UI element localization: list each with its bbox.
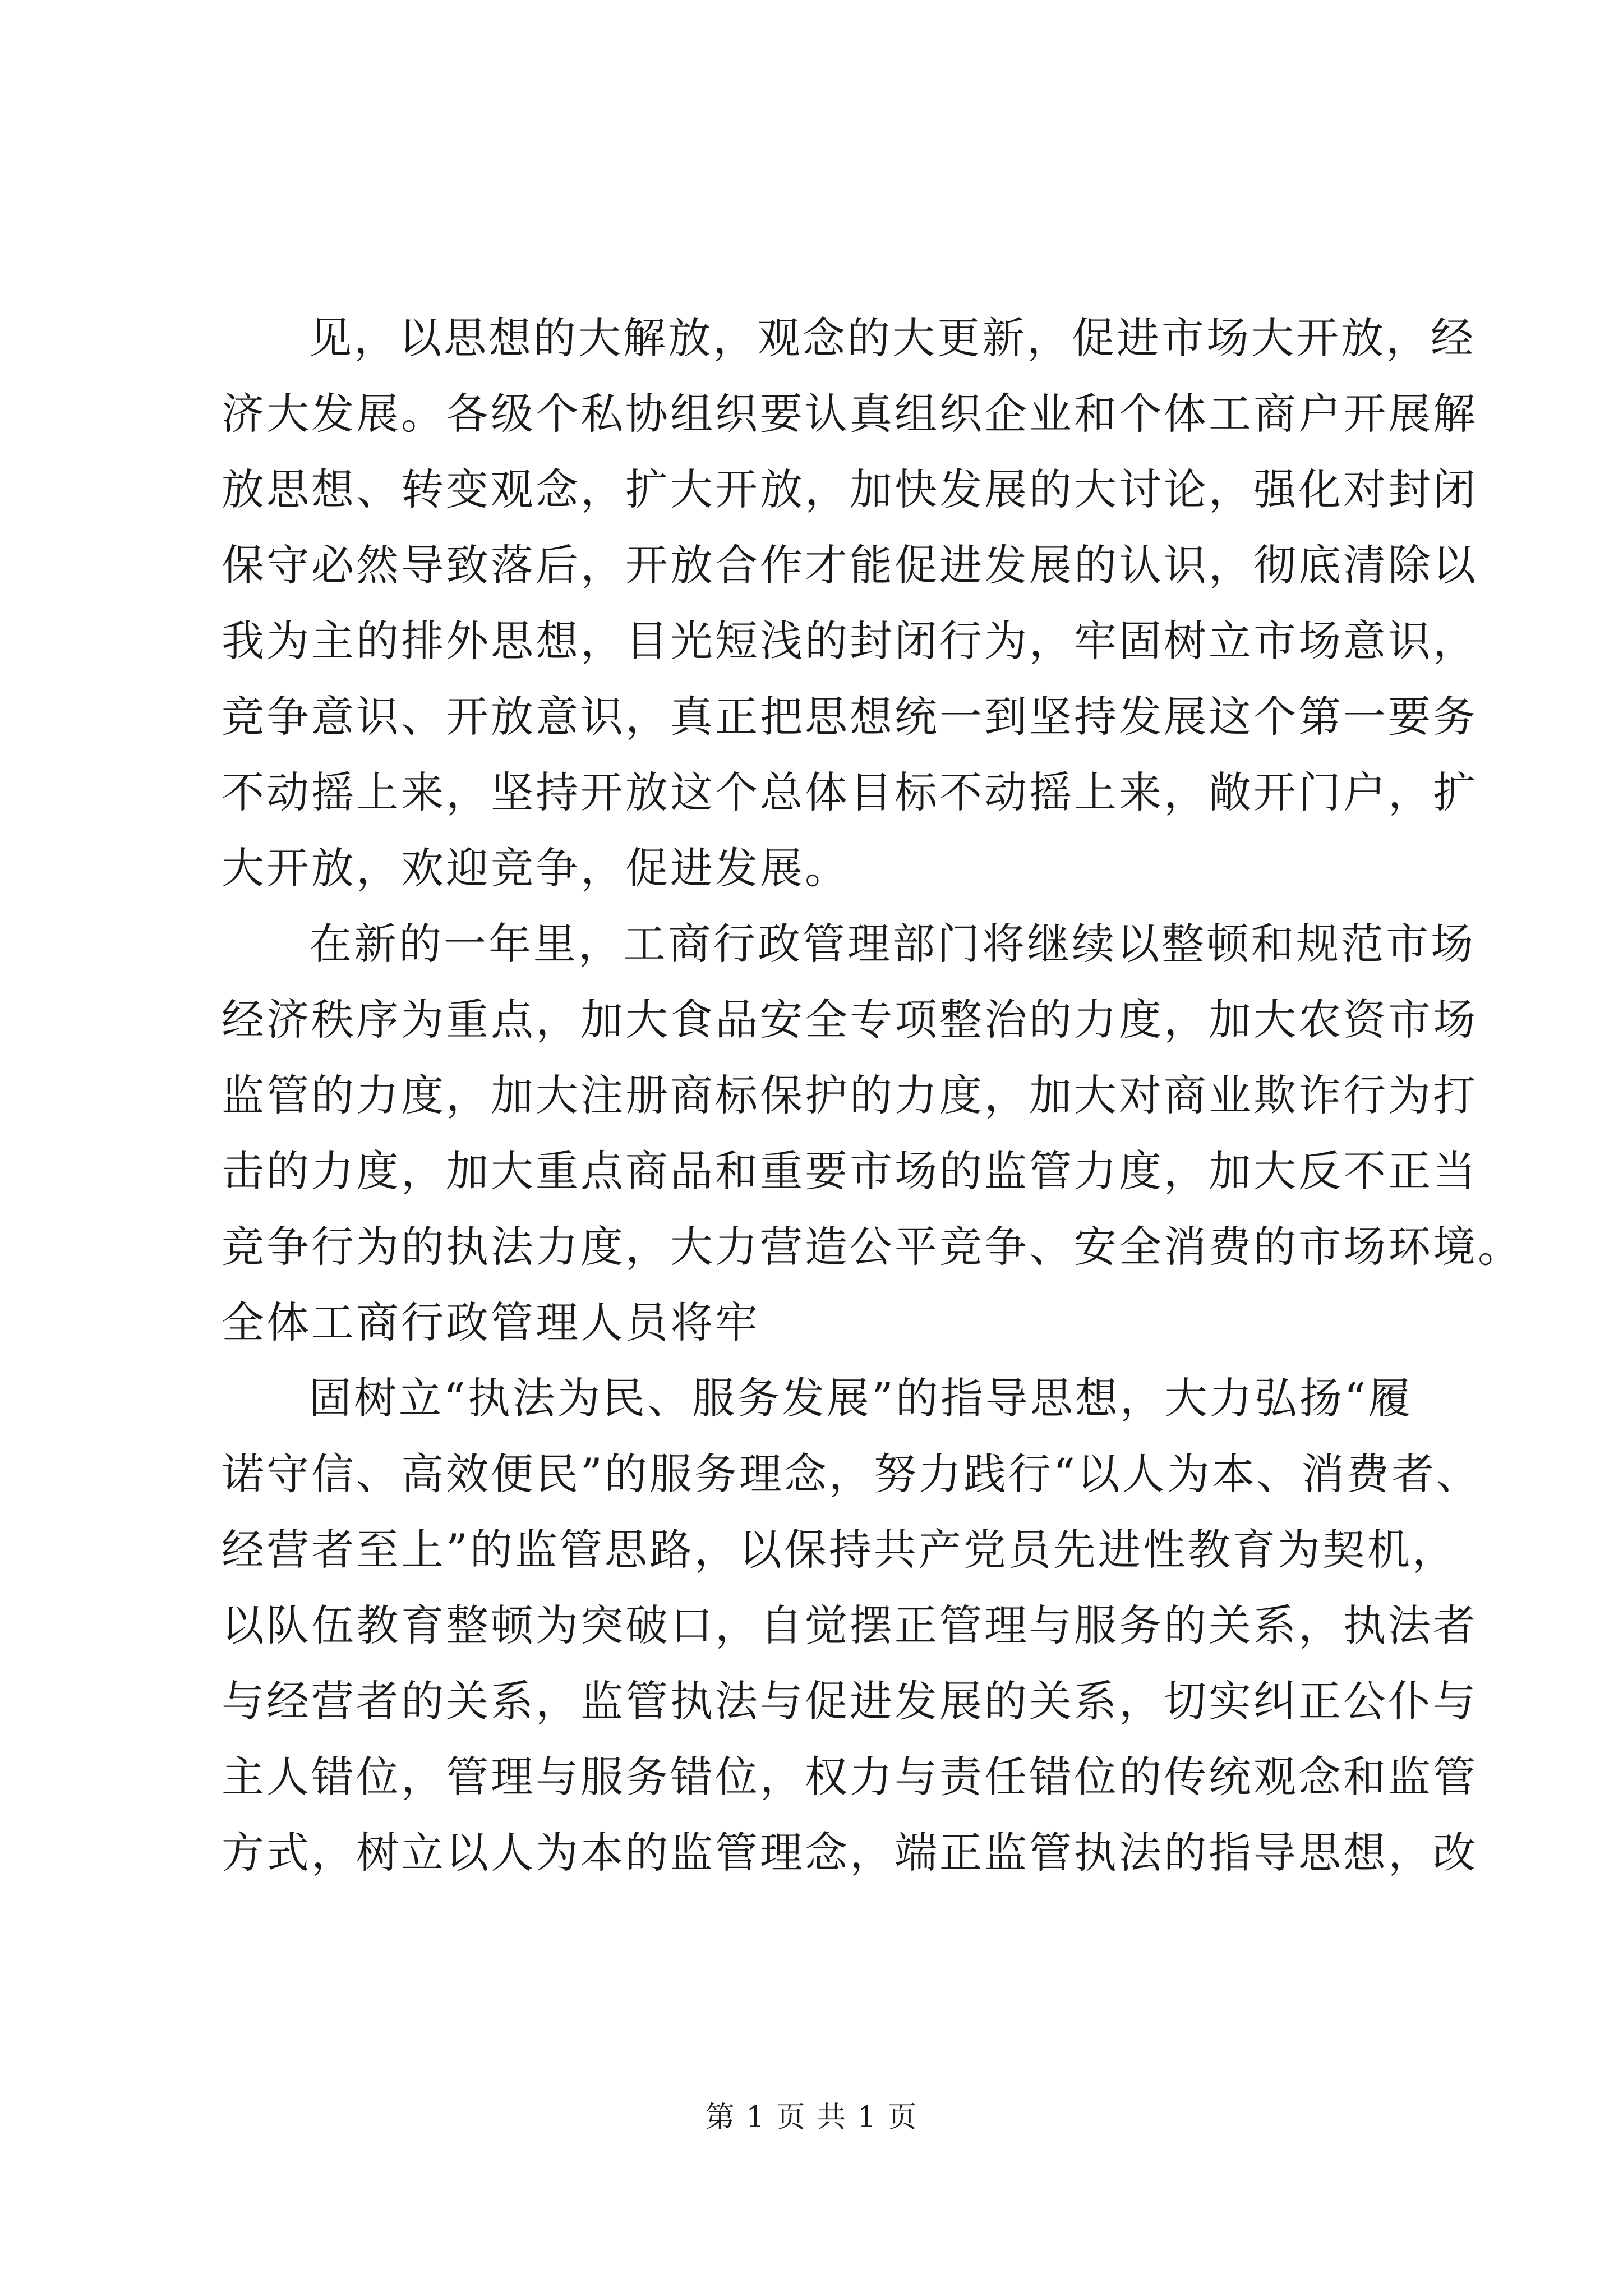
- text-line: 监管的力度，加大注册商标保护的力度，加大对商业欺诈行为打: [222, 1070, 1478, 1120]
- text-line: 全体工商行政管理人员将牢: [222, 1297, 760, 1347]
- text-line: 竞争意识、开放意识，真正把思想统一到坚持发展这个第一要务: [222, 692, 1478, 742]
- body-text: [222, 300, 1523, 1890]
- text-line: 主人错位，管理与服务错位，权力与责任错位的传统观念和监管: [222, 1752, 1478, 1802]
- text-line: 诺守信、高效便民”的服务理念，努力践行“以人为本、消费者、: [222, 1449, 1481, 1499]
- text-line: 与经营者的关系，监管执法与促进发展的关系，切实纠正公仆与: [222, 1676, 1478, 1726]
- text-line: 不动摇上来，坚持开放这个总体目标不动摇上来，敞开门户，扩: [222, 767, 1478, 817]
- text-line: 放思想、转变观念，扩大开放，加快发展的大讨论，强化对封闭: [222, 464, 1478, 514]
- page-number: 第 1 页 共 1 页: [705, 2101, 918, 2134]
- text-line: 见，以思想的大解放，观念的大更新，促进市场大开放，经: [309, 313, 1476, 363]
- text-line: 济大发展。各级个私协组织要认真组织企业和个体工商户开展解: [222, 389, 1478, 439]
- page-footer: [0, 2098, 1623, 2137]
- text-line: 固树立“执法为民、服务发展”的指导思想，大力弘扬“履: [309, 1373, 1413, 1423]
- text-line: 方式，树立以人为本的监管理念，端正监管执法的指导思想，改: [222, 1828, 1478, 1878]
- text-line: 以队伍教育整顿为突破口，自觉摆正管理与服务的关系，执法者: [222, 1600, 1478, 1650]
- text-line: 保守必然导致落后，开放合作才能促进发展的认识，彻底清除以: [222, 540, 1478, 590]
- text-line: 我为主的排外思想，目光短浅的封闭行为，牢固树立市场意识，: [222, 616, 1478, 666]
- text-line: 经营者至上”的监管思路，以保持共产党员先进性教育为契机，: [222, 1525, 1457, 1575]
- text-line: 在新的一年里，工商行政管理部门将继续以整顿和规范市场: [309, 919, 1476, 969]
- text-line: 竞争行为的执法力度，大力营造公平竞争、安全消费的市场环境。: [222, 1222, 1523, 1272]
- text-line: 大开放，欢迎竞争，促进发展。: [222, 843, 850, 893]
- text-line: 击的力度，加大重点商品和重要市场的监管力度，加大反不正当: [222, 1146, 1478, 1196]
- text-line: 经济秩序为重点，加大食品安全专项整治的力度，加大农资市场: [222, 995, 1478, 1045]
